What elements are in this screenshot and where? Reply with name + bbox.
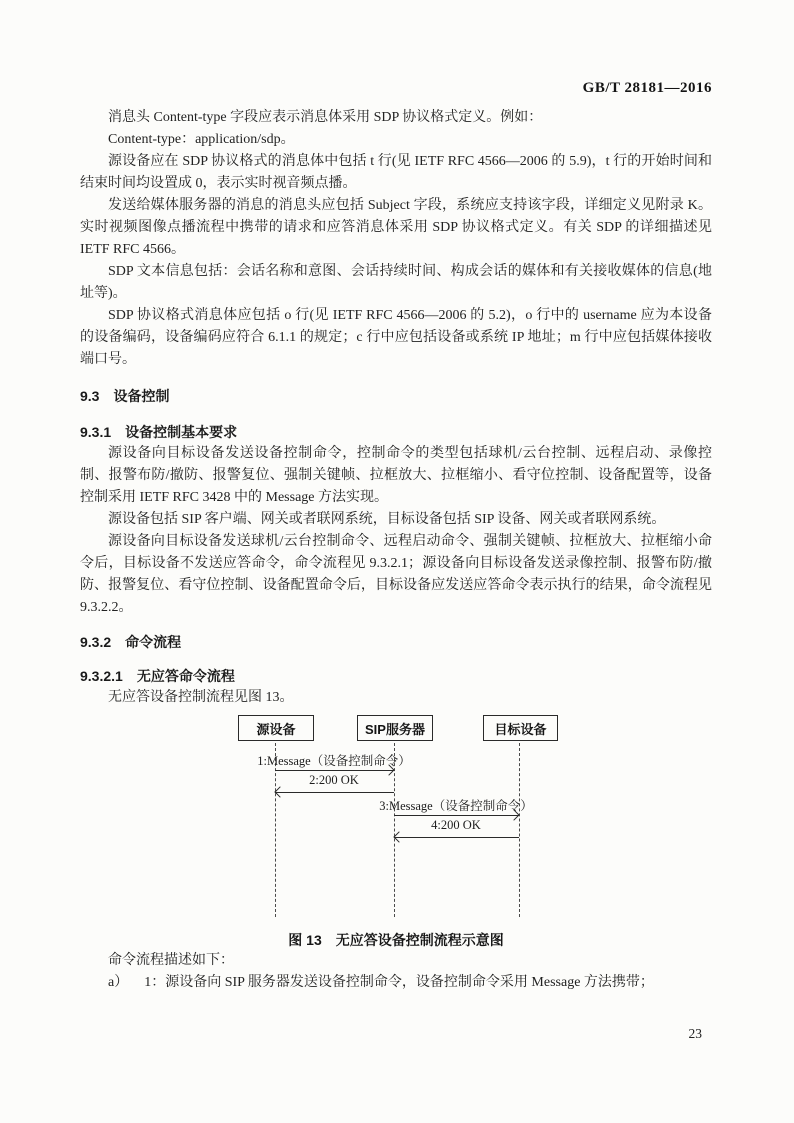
figure-caption: 图 13 无应答设备控制流程示意图 bbox=[288, 932, 504, 948]
actor-box-source-device: 源设备 bbox=[238, 715, 314, 741]
message-arrow bbox=[275, 792, 394, 793]
message-arrow bbox=[394, 837, 519, 838]
paragraph: 源设备向目标设备发送设备控制命令，控制命令的类型包括球机/云台控制、远程启动、录像控制、报警布防/撤防、报警复位、强制关键帧、拉框放大、拉框缩小、看守位控制、设备配置等，设备控制采用 IETF RFC 3428 中的 Message 方法实现。 bbox=[80, 446, 712, 505]
paragraph: 无应答设备控制流程见图 13。 bbox=[108, 690, 294, 705]
message-label: 1:Message（设备控制命令） bbox=[257, 754, 411, 768]
lifeline-target-device bbox=[519, 743, 520, 917]
message-arrow bbox=[394, 815, 519, 816]
page-number: 23 bbox=[688, 1026, 702, 1041]
section-heading-9-3-2 bbox=[80, 631, 712, 653]
paragraph: Content-type：application/sdp。 bbox=[108, 132, 295, 147]
paragraph: 发送给媒体服务器的消息的消息头应包括 Subject 字段，系统应支持该字段，详细定义见附录 K。实时视频图像点播流程中携带的请求和应答消息体采用 SDP 协议格式定义。有关 SDP 的详细描述见 IETF RFC 4566。 bbox=[80, 198, 712, 257]
section-number: 9.3.1 bbox=[80, 424, 112, 440]
message-arrow bbox=[275, 770, 394, 771]
list-item-a bbox=[80, 972, 712, 994]
section-title: 无应答命令流程 bbox=[136, 668, 235, 684]
message-label: 4:200 OK bbox=[431, 818, 481, 832]
page-content bbox=[80, 0, 712, 994]
paragraph: SDP 协议格式消息体应包括 o 行(见 IETF RFC 4566—2006 的 5.2)，o 行中的 username 应为本设备的设备编码，设备编码应符合 6.1.1 的规定；c 行中应包括设备或系统 IP 地址；m 行中应包括媒体接收端口号。 bbox=[80, 308, 712, 367]
section-title: 命令流程 bbox=[125, 634, 182, 650]
actor-box-sip-server: SIP服务器 bbox=[357, 715, 433, 741]
section-heading-9-3-1 bbox=[80, 421, 712, 443]
list-intro: 命令流程描述如下： bbox=[108, 953, 234, 968]
section-number: 9.3 bbox=[80, 388, 100, 404]
paragraph: SDP 文本信息包括：会话名称和意图、会话持续时间、构成会话的媒体和有关接收媒体的信息(地址等)。 bbox=[80, 264, 712, 301]
list-item-text: 1：源设备向 SIP 服务器发送设备控制命令，设备控制命令采用 Message 方法携带； bbox=[144, 975, 654, 990]
paragraph: 源设备包括 SIP 客户端、网关或者联网系统，目标设备包括 SIP 设备、网关或者联网系统。 bbox=[108, 512, 666, 527]
standard-number-header: GB/T 28181—2016 bbox=[582, 80, 712, 96]
paragraph: 源设备应在 SDP 协议格式的消息体中包括 t 行(见 IETF RFC 4566—2006 的 5.9)，t 行的开始时间和结束时间均设置成 0，表示实时视音频点播。 bbox=[80, 154, 712, 191]
list-marker: a） bbox=[108, 975, 129, 990]
message-label: 3:Message（设备控制命令） bbox=[379, 799, 533, 813]
section-title: 设备控制基本要求 bbox=[125, 424, 238, 440]
arrowhead-left-icon bbox=[393, 831, 404, 842]
message-label: 2:200 OK bbox=[309, 773, 359, 787]
section-title: 设备控制 bbox=[113, 388, 170, 404]
section-number: 9.3.2.1 bbox=[80, 668, 123, 684]
sequence-diagram bbox=[80, 715, 712, 920]
actor-box-target-device: 目标设备 bbox=[483, 715, 558, 741]
section-number: 9.3.2 bbox=[80, 634, 112, 650]
section-heading-9-3 bbox=[80, 385, 712, 407]
arrowhead-left-icon bbox=[274, 786, 285, 797]
paragraph: 源设备向目标设备发送球机/云台控制命令、远程启动命令、强制关键帧、拉框放大、拉框缩小命令后，目标设备不发送应答命令，命令流程见 9.3.2.1；源设备向目标设备发送录像控制、报警布防/撤防、报警复位、看守位控制、设备配置命令后，目标设备应发送应答命令表示执行的结果，命令流程见 9.3.2.2。 bbox=[80, 534, 712, 615]
section-heading-9-3-2-1 bbox=[80, 665, 712, 687]
paragraph: 消息头 Content-type 字段应表示消息体采用 SDP 协议格式定义。例如： bbox=[108, 110, 543, 125]
